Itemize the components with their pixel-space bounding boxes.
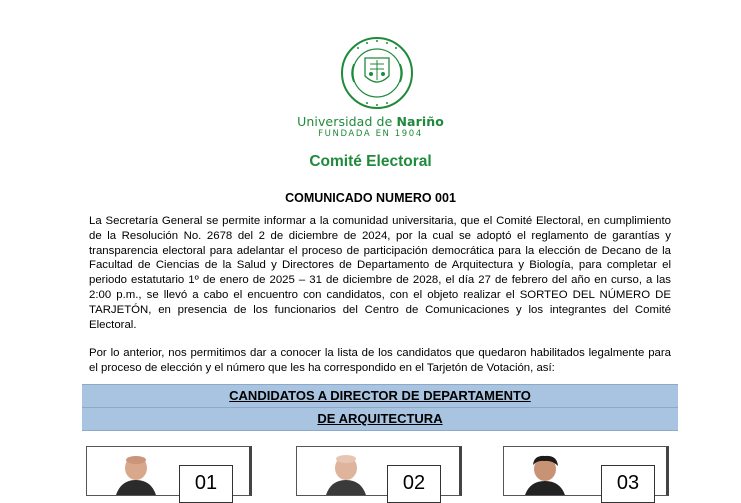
section-banner-line1 — [82, 384, 678, 408]
committee-title: Comité Electoral — [309, 153, 432, 170]
section-banner-line2 — [82, 407, 678, 431]
ballot-number-box: 02 — [387, 465, 441, 503]
candidate-card — [296, 446, 462, 496]
communique-title: COMUNICADO NUMERO 001 — [285, 191, 456, 205]
candidate-photo-icon — [522, 455, 568, 495]
ballot-number-box: 01 — [179, 465, 233, 503]
ballot-number-box: 03 — [601, 465, 655, 503]
candidate-photo-icon — [113, 455, 159, 495]
section-title-line2: DE ARQUITECTURA — [317, 411, 443, 426]
candidates-paragraph: Por lo anterior, nos permitimos dar a conocer la lista de los candidatos que quedaron habilitados legalmente para el proceso de elección y el número que les ha correspondido en el Tarjetón de Votación, así: — [89, 347, 671, 374]
intro-paragraph: La Secretaría General se permite informar a la comunidad universitaria, que el Comité Electoral, en cumplimiento de la Resolución No. 2678 del 2 de diciembre de 2024, por la cual se adoptó el reglamento de garantías y transparencia electoral para adelantar el proceso de participación democrática para la elección de Decano de la Facultad de Ciencias de la Salud y Directores de Departamento de Arquitectura y Biología, para completar el periodo estatutario 1º de enero de 2025 – 31 de diciembre de 2028, el día 27 de febrero del año en curso, a las 2:00 p.m., se llevó a cabo el encuentro con candidatos, con el objeto realizar el SORTEO DEL NÚMERO DE TARJETÓN, en presencia de los funcionarios del Centro de Comunicaciones y los integrantes del Comité Electoral. — [89, 215, 671, 331]
university-name: Universidad de Nariño — [297, 114, 444, 129]
candidate-photo-icon — [323, 455, 369, 495]
candidate-card — [86, 446, 252, 496]
section-title-line1: CANDIDATOS A DIRECTOR DE DEPARTAMENTO — [229, 388, 531, 403]
university-founded: FUNDADA EN 1904 — [318, 129, 423, 139]
university-seal-logo — [340, 36, 414, 110]
candidate-card — [503, 446, 669, 496]
